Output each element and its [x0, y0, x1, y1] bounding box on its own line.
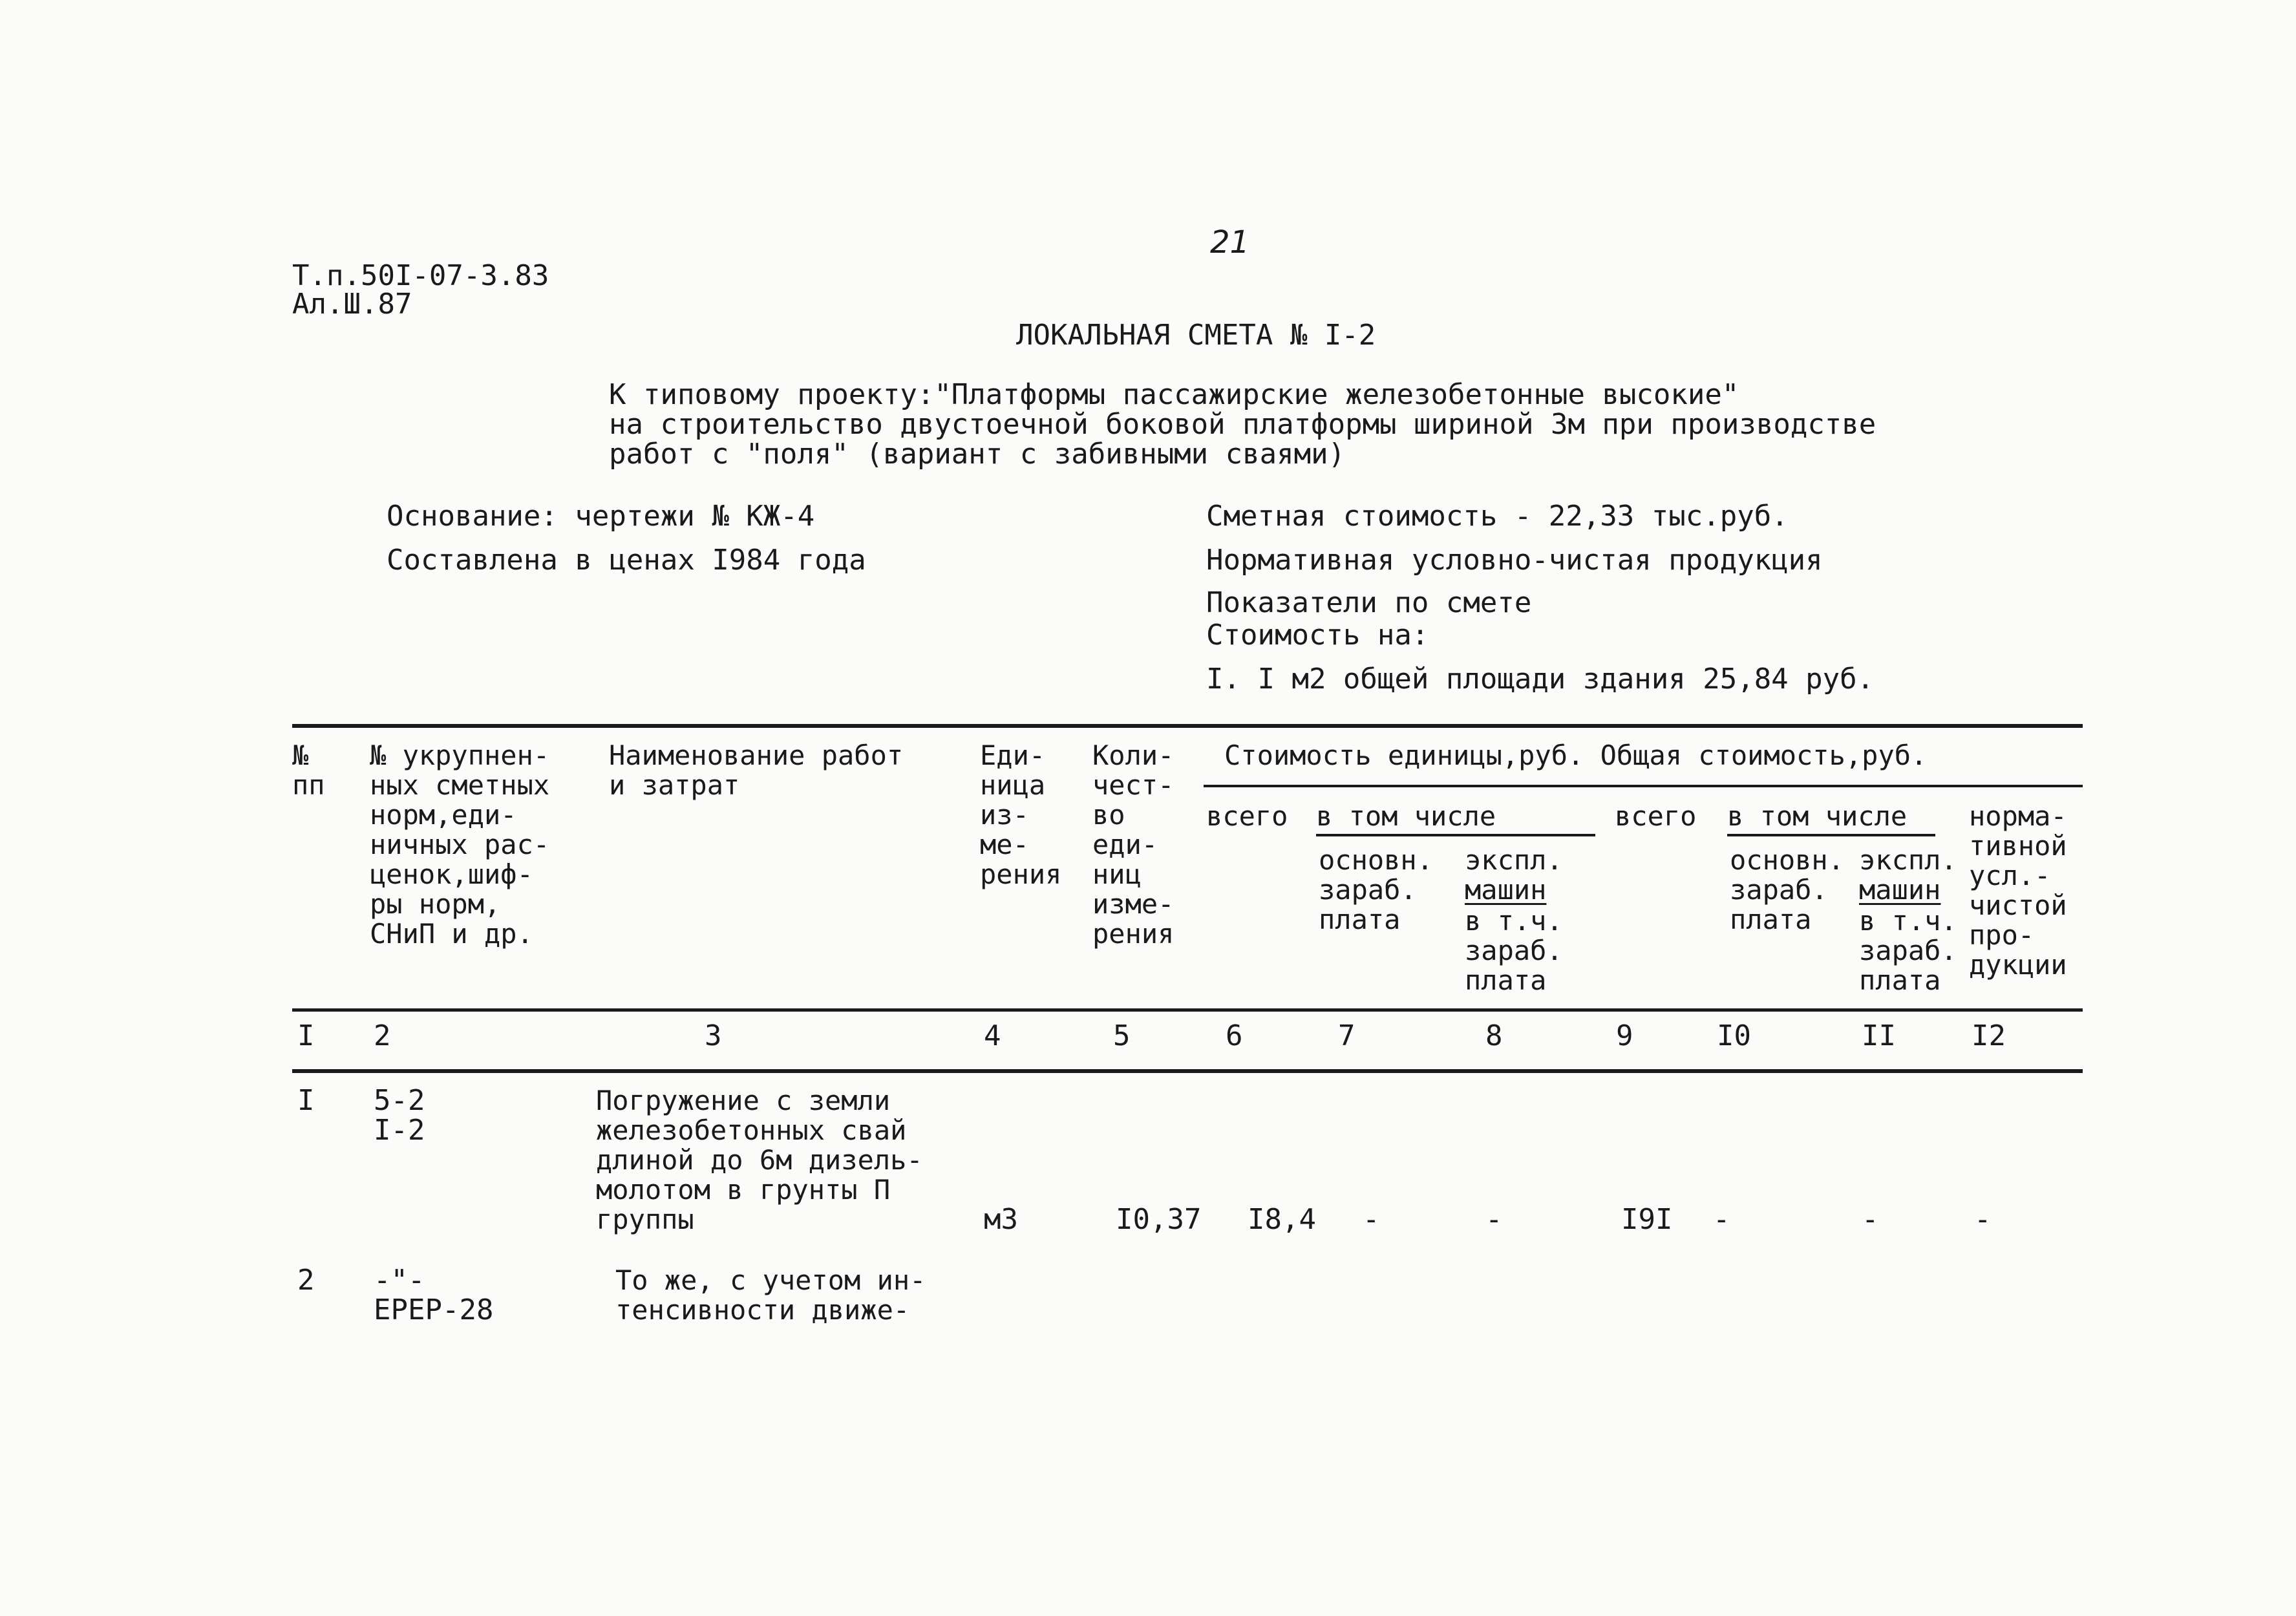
hdr-total-incl-underline: [1727, 834, 1935, 836]
hdr-col2-l6: ры норм,: [370, 888, 501, 920]
hdr-col1-l1: №: [292, 739, 309, 771]
hdr-unit-vtch-l2: зараб.: [1465, 935, 1563, 966]
estimate-cost: Сметная стоимость - 22,33 тыс.руб.: [1206, 500, 1789, 533]
cost-per-m2: I. I м2 общей площади здания 25,84 руб.: [1206, 663, 1875, 696]
row1-code-l1: 5-2: [374, 1084, 425, 1117]
hdr-unit-incl-underline: [1316, 834, 1595, 836]
hdr-cost-span-title: Стоимость единицы,руб. Общая стоимость,руб.: [1224, 739, 1928, 771]
hdr-col5-l7: рения: [1092, 918, 1175, 950]
hdr-col5-l6: изме-: [1092, 888, 1175, 920]
project-line-3: работ с "поля" (вариант с забивными сваями): [609, 438, 1346, 471]
project-line-2: на строительство двустоечной боковой платформы шириной 3м при производстве: [609, 408, 1876, 441]
colnum-4: 4: [984, 1019, 1001, 1052]
hdr-col4-l2: ница: [980, 769, 1046, 801]
row1-number: I: [297, 1084, 315, 1117]
hdr-total-ekspl-l1: экспл.: [1859, 844, 1957, 876]
colnum-9: 9: [1616, 1019, 1633, 1052]
hdr-col2-l3: норм,еди-: [370, 799, 517, 831]
row1-name-l3: длиной до 6м дизель-: [596, 1144, 923, 1176]
colnum-8: 8: [1485, 1019, 1503, 1052]
hdr-unit-incl: в том числе: [1316, 800, 1496, 832]
colnum-6: 6: [1226, 1019, 1243, 1052]
hdr-total-osn-l3: плата: [1730, 904, 1812, 935]
hdr-col4-l1: Еди-: [980, 739, 1046, 771]
row1-total-wage: -: [1713, 1203, 1730, 1236]
hdr-col3-l2: и затрат: [609, 769, 740, 801]
table-top-border: [292, 724, 2083, 728]
hdr-total-osn-l1: основн.: [1730, 844, 1845, 876]
hdr-col12-l1: норма-: [1969, 800, 2067, 832]
hdr-total-incl: в том числе: [1727, 800, 1908, 832]
indicators-title: Показатели по смете: [1206, 586, 1532, 619]
cost-per-label: Стоимость на:: [1206, 619, 1429, 652]
hdr-col1-l2: пп: [292, 769, 325, 801]
row1-name-l2: железобетонных свай: [596, 1114, 907, 1146]
prices-info: Составлена в ценах I984 года: [387, 544, 866, 577]
hdr-col2-l4: ничных рас-: [370, 829, 550, 860]
document-title: ЛОКАЛЬНАЯ СМЕТА № I-2: [1016, 319, 1376, 352]
colnum-2: 2: [374, 1019, 391, 1052]
colnum-10: I0: [1717, 1019, 1751, 1052]
doc-code-line1: Т.п.50I-07-3.83: [292, 259, 549, 292]
row2-code-l1: -"-: [374, 1264, 425, 1297]
row1-unit-machines: -: [1485, 1203, 1503, 1236]
header-bottom-border: [292, 1008, 2083, 1012]
colnum-5: 5: [1113, 1019, 1131, 1052]
row1-total: I9I: [1621, 1203, 1673, 1236]
row1-unit-total: I8,4: [1248, 1203, 1316, 1236]
row1-qty: I0,37: [1116, 1203, 1202, 1236]
hdr-col12-l3: усл.-: [1969, 860, 2051, 891]
hdr-unit-osn-l2: зараб.: [1319, 874, 1417, 906]
hdr-col12-l5: про-: [1969, 919, 2035, 951]
hdr-total-vtch-l3: плата: [1859, 964, 1941, 996]
colnum-bottom-border: [292, 1069, 2083, 1073]
colnum-3: 3: [705, 1019, 722, 1052]
hdr-col5-l5: ниц: [1092, 858, 1142, 890]
doc-code-line2: Ал.Ш.87: [292, 288, 412, 321]
hdr-col2-l7: СНиП и др.: [370, 918, 533, 950]
hdr-unit-ekspl-l2: машин: [1465, 874, 1547, 906]
colnum-7: 7: [1338, 1019, 1355, 1052]
hdr-total-osn-l2: зараб.: [1730, 874, 1828, 906]
row2-name-l2: тенсивности движе-: [615, 1294, 910, 1326]
row2-number: 2: [297, 1264, 315, 1297]
row1-total-machines: -: [1862, 1203, 1879, 1236]
colnum-1: I: [297, 1019, 315, 1052]
hdr-col5-l3: во: [1092, 799, 1125, 831]
basis-info: Основание: чертежи № КЖ-4: [387, 500, 815, 533]
hdr-total-total: всего: [1615, 800, 1697, 832]
hdr-col12-l6: дукции: [1969, 949, 2067, 981]
row1-name-l4: молотом в грунты П: [596, 1174, 891, 1206]
project-line-1: К типовому проекту:"Платформы пассажирские железобетонные высокие": [609, 378, 1739, 411]
normative-product: Нормативная условно-чистая продукция: [1206, 544, 1823, 577]
page-number: 21: [1210, 224, 1250, 260]
hdr-col2-l5: ценок,шиф-: [370, 858, 533, 890]
hdr-col2-l1: № укрупнен-: [370, 739, 550, 771]
hdr-unit-ekspl-l1: экспл.: [1465, 844, 1563, 876]
row1-code-l2: I-2: [374, 1114, 425, 1147]
colnum-11: II: [1862, 1019, 1896, 1052]
hdr-unit-vtch-l3: плата: [1465, 964, 1547, 996]
hdr-col4-l5: рения: [980, 858, 1062, 890]
hdr-unit-osn-l1: основн.: [1319, 844, 1434, 876]
hdr-col5-l2: чест-: [1092, 769, 1175, 801]
hdr-col4-l3: из-: [980, 799, 1029, 831]
hdr-unit-osn-l3: плата: [1319, 904, 1401, 935]
hdr-unit-vtch-l1: в т.ч.: [1465, 905, 1563, 937]
hdr-col12-l2: тивной: [1969, 830, 2067, 862]
hdr-span-underline: [1204, 785, 2083, 787]
row1-unit: м3: [984, 1203, 1018, 1236]
row1-name-l5: группы: [596, 1204, 694, 1235]
row1-name-l1: Погружение с земли: [596, 1085, 891, 1116]
hdr-total-vtch-l1: в т.ч.: [1859, 905, 1957, 937]
hdr-col4-l4: ме-: [980, 829, 1029, 860]
hdr-col2-l2: ных сметных: [370, 769, 550, 801]
row2-code-l2: ЕРЕР-28: [374, 1293, 494, 1326]
colnum-12: I2: [1972, 1019, 2006, 1052]
hdr-total-ekspl-l2: машин: [1859, 874, 1941, 906]
row1-unit-wage: -: [1363, 1203, 1380, 1236]
row2-name-l1: То же, с учетом ин-: [615, 1264, 926, 1296]
hdr-unit-total: всего: [1206, 800, 1288, 832]
hdr-col5-l4: еди-: [1092, 829, 1158, 860]
hdr-col3-l1: Наименование работ: [609, 739, 904, 771]
row1-normative: -: [1974, 1203, 1992, 1236]
hdr-col5-l1: Коли-: [1092, 739, 1175, 771]
hdr-total-vtch-l2: зараб.: [1859, 935, 1957, 966]
hdr-col12-l4: чистой: [1969, 889, 2067, 921]
